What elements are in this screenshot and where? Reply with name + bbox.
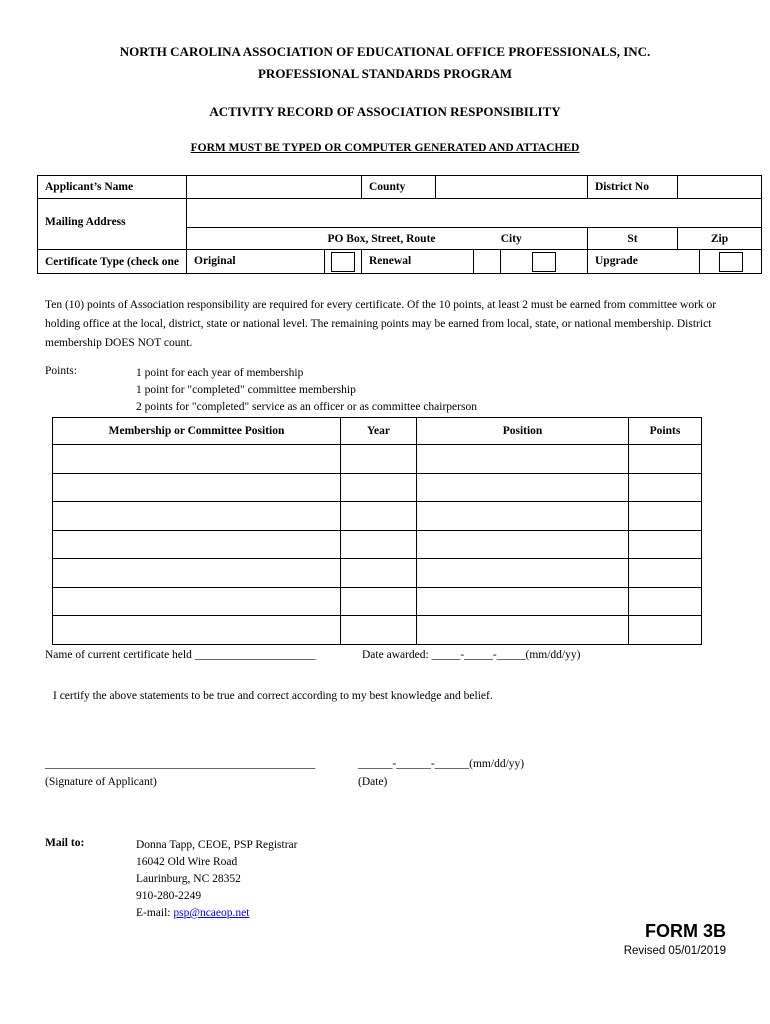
program-name: PROFESSIONAL STANDARDS PROGRAM <box>257 66 512 81</box>
mailing-address-label-cont <box>38 228 187 250</box>
upgrade-checkbox[interactable] <box>719 252 743 272</box>
table-cell[interactable] <box>341 445 417 474</box>
city-label: City <box>436 228 588 250</box>
state-label: St <box>588 228 678 250</box>
table-cell[interactable] <box>341 502 417 531</box>
applicant-name-field[interactable] <box>187 176 362 199</box>
table-cell[interactable] <box>417 473 629 502</box>
table-row <box>53 530 702 559</box>
certify-statement: I certify the above statements to be true and correct according to my best knowledge and belief. <box>53 690 493 702</box>
email-prefix: E-mail: <box>136 907 174 919</box>
table-cell[interactable] <box>341 530 417 559</box>
table-cell[interactable] <box>53 559 341 588</box>
revised-date: Revised 05/01/2019 <box>623 945 726 957</box>
signature-date-field[interactable]: ______-______-______(mm/dd/yy) <box>358 758 525 770</box>
points-item: 1 point for "completed" committee membership <box>136 384 356 396</box>
table-row <box>53 473 702 502</box>
table-row <box>53 559 702 588</box>
email-line <box>136 905 297 922</box>
activity-table <box>52 417 702 645</box>
address-line: Laurinburg, NC 28352 <box>136 873 241 885</box>
table-cell[interactable] <box>53 502 341 531</box>
table-cell[interactable] <box>629 616 702 645</box>
signature-label: (Signature of Applicant) <box>45 776 157 788</box>
mail-address <box>136 837 297 922</box>
renewal-checkbox[interactable] <box>532 252 556 272</box>
table-cell[interactable] <box>53 616 341 645</box>
table-cell[interactable] <box>53 587 341 616</box>
col-header-position-name: Membership or Committee Position <box>53 418 341 445</box>
table-row <box>53 502 702 531</box>
upgrade-option <box>588 250 762 274</box>
table-cell[interactable] <box>629 473 702 502</box>
mailing-address-label: Mailing Address <box>38 199 187 228</box>
table-cell[interactable] <box>341 587 417 616</box>
district-label: District No <box>588 176 678 199</box>
table-cell[interactable] <box>417 559 629 588</box>
applicant-info-table <box>37 175 762 274</box>
table-cell[interactable] <box>417 530 629 559</box>
table-cell[interactable] <box>629 502 702 531</box>
col-header-position: Position <box>417 418 629 445</box>
points-label: Points: <box>45 365 77 377</box>
cert-type-label: Certificate Type (check one <box>38 250 187 274</box>
signature-line[interactable]: _______________________________________________ <box>45 758 316 770</box>
email-link[interactable]: psp@ncaeop.net <box>173 907 250 919</box>
current-certificate-field[interactable]: Name of current certificate held _____________________ <box>45 649 316 661</box>
form-instruction: FORM MUST BE TYPED OR COMPUTER GENERATED AND ATTACHED <box>190 142 580 154</box>
address-line: Donna Tapp, CEOE, PSP Registrar <box>136 839 298 851</box>
po-box-label: PO Box, Street, Route <box>187 228 436 250</box>
table-cell[interactable] <box>629 559 702 588</box>
district-field[interactable] <box>678 176 762 199</box>
intro-paragraph: Ten (10) points of Association responsibility are required for every certificate. Of the 10 points, at least 2 must be earned from committee work or holding office at the local, district, state or national level. The remaining points may be earned from local, state, or national membership. District membership DOES NOT count. <box>45 299 717 349</box>
mailing-address-field[interactable] <box>187 199 762 228</box>
table-cell[interactable] <box>417 616 629 645</box>
original-label: Original <box>187 250 325 273</box>
table-cell[interactable] <box>629 445 702 474</box>
table-cell[interactable] <box>417 502 629 531</box>
form-number: FORM 3B <box>645 921 726 941</box>
table-cell[interactable] <box>341 559 417 588</box>
applicant-name-label: Applicant’s Name <box>38 176 187 199</box>
points-item: 2 points for "completed" service as an officer or as committee chairperson <box>136 401 477 413</box>
original-checkbox[interactable] <box>331 252 355 272</box>
table-cell[interactable] <box>341 616 417 645</box>
col-header-points: Points <box>629 418 702 445</box>
org-name: NORTH CAROLINA ASSOCIATION OF EDUCATIONAL OFFICE PROFESSIONALS, INC. <box>119 44 651 59</box>
table-cell[interactable] <box>629 587 702 616</box>
renewal-option <box>362 250 588 274</box>
table-cell[interactable] <box>53 473 341 502</box>
points-list <box>136 365 477 416</box>
table-cell[interactable] <box>53 445 341 474</box>
address-line: 910-280-2249 <box>136 890 202 902</box>
mail-to-label: Mail to: <box>45 837 85 849</box>
county-label: County <box>362 176 436 199</box>
table-cell[interactable] <box>341 473 417 502</box>
zip-label: Zip <box>678 228 762 250</box>
county-field[interactable] <box>436 176 588 199</box>
upgrade-label: Upgrade <box>588 250 700 273</box>
renewal-label: Renewal <box>362 250 474 273</box>
original-option <box>187 250 362 274</box>
points-item: 1 point for each year of membership <box>136 367 304 379</box>
signature-date-label: (Date) <box>358 776 388 788</box>
date-awarded-field[interactable]: Date awarded: _____-_____-_____(mm/dd/yy) <box>362 649 581 661</box>
table-cell[interactable] <box>417 445 629 474</box>
table-cell[interactable] <box>629 530 702 559</box>
table-row <box>53 616 702 645</box>
form-title: ACTIVITY RECORD OF ASSOCIATION RESPONSIBILITY <box>209 104 561 119</box>
address-line: 16042 Old Wire Road <box>136 856 238 868</box>
col-header-year: Year <box>341 418 417 445</box>
table-cell[interactable] <box>53 530 341 559</box>
table-cell[interactable] <box>417 587 629 616</box>
table-row <box>53 445 702 474</box>
table-row <box>53 587 702 616</box>
